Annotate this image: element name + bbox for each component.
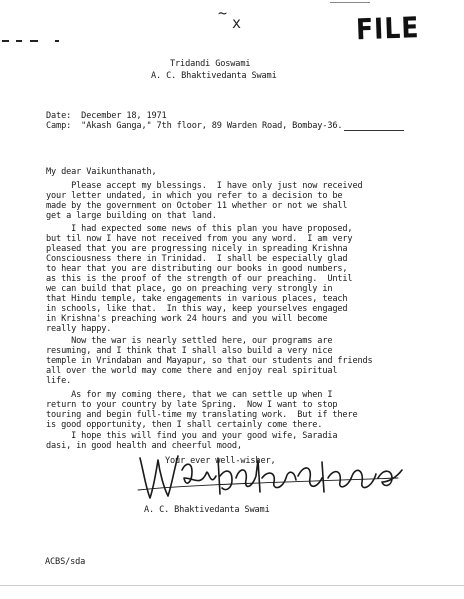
camp-line: Camp: "Akash Ganga," 7th floor, 89 Warden Road, Bombay-36. <box>46 121 343 131</box>
body-line: we can build that place, go on preaching very strongly in <box>46 284 333 294</box>
body-line: dasi, in good health and cheerful mood, <box>46 441 242 451</box>
body-line: in schools, like that. In this way, keep yourselves engaged <box>46 304 348 314</box>
body-line: as this is the proof of the strength of our preaching. Until <box>46 274 353 284</box>
body-line: return to your country by late Spring. Now I want to stop <box>46 400 338 410</box>
initials: ACBS/sda <box>45 557 86 567</box>
body-line: life. <box>46 376 72 386</box>
scan-mark <box>2 40 9 42</box>
scan-mark <box>55 40 59 42</box>
body-line: Please accept my blessings. I have only just now received <box>46 181 363 191</box>
scan-mark <box>0 585 464 586</box>
handwritten-signature <box>136 448 406 504</box>
address-underline <box>344 130 404 131</box>
body-line: As for my coming there, that we can settle up when I <box>46 390 333 400</box>
header-name: Tridandi Goswami <box>170 59 251 69</box>
file-stamp: FILE <box>355 10 420 47</box>
body-line: Consciousness there in Trinidad. I shall be especially glad <box>46 254 348 264</box>
body-line: I had expected some news of this plan you have proposed, <box>46 224 353 234</box>
date-line: Date: December 18, 1971 <box>46 111 167 121</box>
body-line: Now the war is nearly settled here, our programs are <box>46 336 333 346</box>
body-line: all over the world may come there and enjoy real spiritual <box>46 366 338 376</box>
body-line: temple in Vrindaban and Mayapur, so that our students and friends <box>46 356 373 366</box>
body-line: really happy. <box>46 324 112 334</box>
salutation: My dear Vaikunthanath, <box>46 167 157 177</box>
body-line: resuming, and I think that I shall also build a very nice <box>46 346 333 356</box>
closing: Your ever well-wisher, <box>165 456 276 466</box>
header-title: A. C. Bhaktivedanta Swami <box>151 71 277 81</box>
body-line: made by the government on October 11 whether or not we shall <box>46 201 348 211</box>
body-line: in Krishna's preaching work 24 hours and you will become <box>46 314 328 324</box>
scan-mark <box>16 40 22 42</box>
scan-mark <box>30 40 38 42</box>
body-line: your letter undated, in which you refer to a decision to be <box>46 191 343 201</box>
body-line: pleased that you are progressing nicely in spreading Krishna <box>46 244 348 254</box>
pen-mark: ~ <box>218 4 228 22</box>
pen-mark: x <box>232 14 242 32</box>
body-line: but til now I have not received from you any word. I am very <box>46 234 353 244</box>
body-line: I hope this will find you and your good wife, Saradia <box>46 431 338 441</box>
body-line: get a large building on that land. <box>46 211 217 221</box>
body-line: to hear that you are distributing our books in good numbers, <box>46 264 348 274</box>
scan-mark <box>330 2 370 3</box>
body-line: touring and begin full-time my translating work. But if there <box>46 410 358 420</box>
signature-name: A. C. Bhaktivedanta Swami <box>144 505 270 515</box>
body-line: is good opportunity, then I shall certainly come there. <box>46 420 323 430</box>
body-line: that Hindu temple, take engagements in various places, teach <box>46 294 348 304</box>
